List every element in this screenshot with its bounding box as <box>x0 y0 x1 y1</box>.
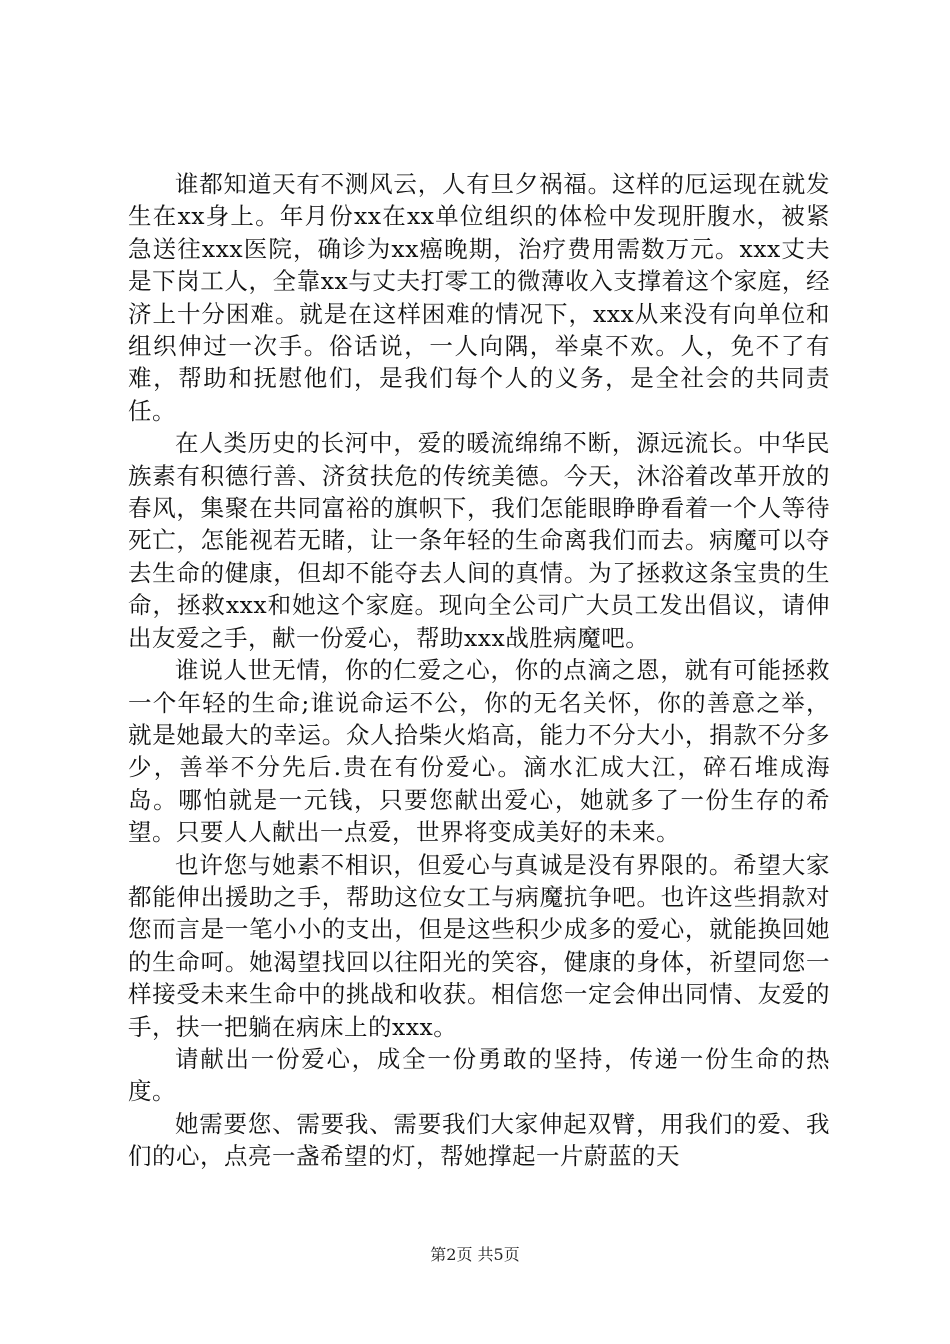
paragraph-3: 谁说人世无情，你的仁爱之心，你的点滴之恩，就有可能拯救一个年轻的生命;谁说命运不公，你的无名关怀，你的善意之举，就是她最大的幸运。众人拾柴火焰高，能力不分大小，捐款不分多少，善举不分先后.贵在有份爱心。滴水汇成大江，碎石堆成海岛。哪怕就是一元钱，只要您献出爱心，她就多了一份生存的希望。只要人人献出一点爱，世界将变成美好的未来。 <box>128 656 830 847</box>
page-number-footer: 第2页 共5页 <box>430 1245 520 1264</box>
paragraph-2: 在人类历史的长河中，爱的暖流绵绵不断，源远流长。中华民族素有积德行善、济贫扶危的传统美德。今天，沐浴着改革开放的春风，集聚在共同富裕的旗帜下，我们怎能眼睁睁看着一个人等待死亡，怎能视若无睹，让一条年轻的生命离我们而去。病魔可以夺去生命的健康，但却不能夺去人间的真情。为了拯救这条宝贵的生命，拯救xxx和她这个家庭。现向全公司广大员工发出倡议，请伸出友爱之手，献一份爱心，帮助xxx战胜病魔吧。 <box>128 429 830 652</box>
paragraph-1: 谁都知道天有不测风云，人有旦夕祸福。这样的厄运现在就发生在xx身上。年月份xx在xx单位组织的体检中发现肝腹水，被紧急送往xxx医院，确诊为xx癌晚期，治疗费用需数万元。xxx丈夫是下岗工人，全靠xx与丈夫打零工的微薄收入支撑着这个家庭，经济上十分困难。就是在这样困难的情况下，xxx从来没有向单位和组织伸过一次手。俗话说，一人向隅，举桌不欢。人，免不了有难，帮助和抚慰他们，是我们每个人的义务，是全社会的共同责任。 <box>128 170 830 425</box>
document-body <box>128 168 830 1173</box>
paragraph-5: 请献出一份爱心，成全一份勇敢的坚持，传递一份生命的热度。 <box>128 1044 830 1106</box>
paragraph-4: 也许您与她素不相识，但爱心与真诚是没有界限的。希望大家都能伸出援助之手，帮助这位女工与病魔抗争吧。也许这些捐款对您而言是一笔小小的支出，但是这些积少成多的爱心，就能换回她的生命呵。她渴望找回以往阳光的笑容，健康的身体，祈望同您一样接受未来生命中的挑战和收获。相信您一定会伸出同情、友爱的手，扶一把躺在病床上的xxx。 <box>128 850 830 1041</box>
paragraph-6: 她需要您、需要我、需要我们大家伸起双臂，用我们的爱、我们的心，点亮一盏希望的灯，帮她撑起一片蔚蓝的天 <box>128 1109 830 1171</box>
